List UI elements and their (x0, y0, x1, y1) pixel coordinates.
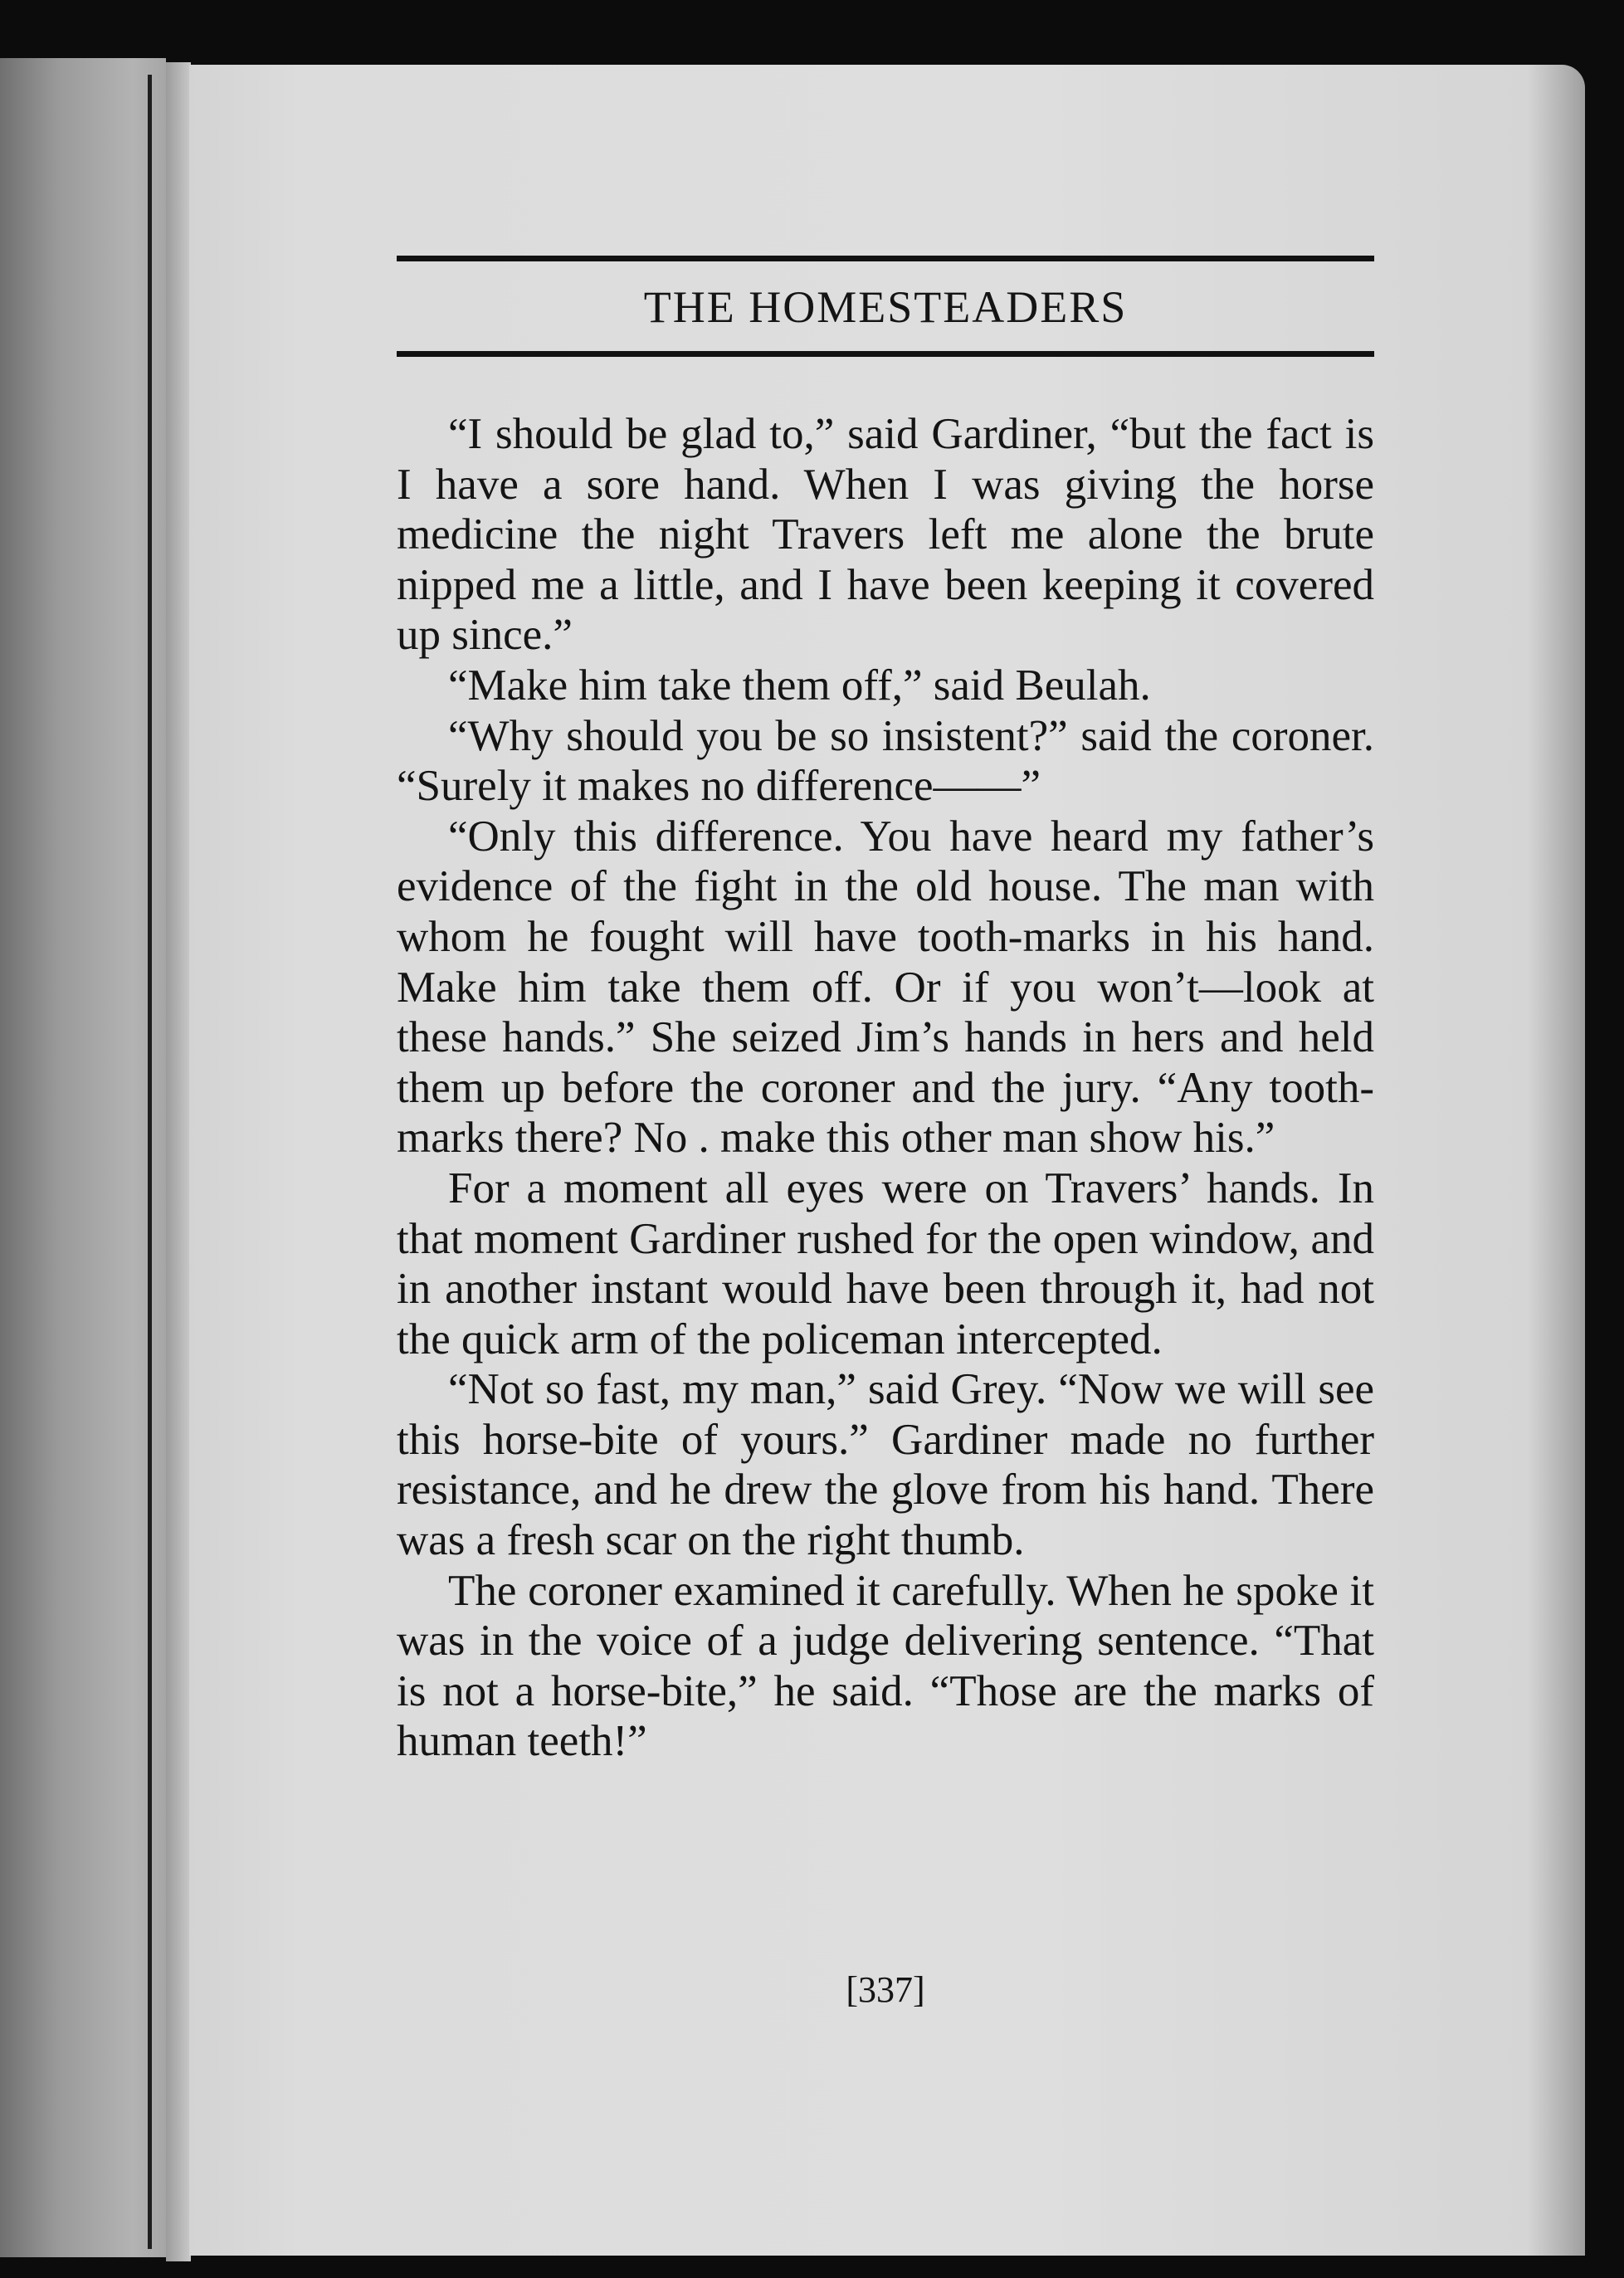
paragraph: “Not so fast, my man,” said Grey. “Now we will see this horse-bite of yours.” Gardiner made no further resistance, and he drew the glove from his hand. There was a fresh scar on the right thumb. (397, 1365, 1374, 1565)
page-edge-line (148, 75, 152, 2249)
paragraph: “Only this difference. You have heard my father’s evidence of the fight in the old house. The man with whom he fought will have tooth-marks in his hand. Make him take them off. Or if you won’t—look at these hands.” She seized Jim’s hands in hers and held them up before the coroner and the jury. “Any tooth-marks there? No . make this other man show his.” (397, 812, 1374, 1163)
paragraph: “Why should you be so insistent?” said the coroner. “Surely it makes no difference——” (397, 711, 1374, 811)
paragraph: The coroner examined it carefully. When he spoke it was in the voice of a judge delivering sentence. “That is not a horse-bite,” he said. “Those are the marks of human teeth!” (397, 1566, 1374, 1766)
running-head: THE HOMESTEADERS (643, 282, 1128, 332)
paragraph: “Make him take them off,” said Beulah. (448, 661, 1151, 710)
header-rule-top (397, 256, 1374, 261)
paragraph: “I should be glad to,” said Gardiner, “but the fact is I have a sore hand. When I was giving the horse medicine the night Travers left me alone the brute nipped me a little, and I have been keeping it covered up since.” (397, 410, 1374, 660)
paragraph: For a moment all eyes were on Travers’ hands. In that moment Gardiner rushed for the open window, and in another instant would have been through it, had not the quick arm of the policeman intercepted. (397, 1163, 1374, 1363)
page-number: [337] (846, 1969, 925, 2010)
header-rule-bottom (397, 351, 1374, 357)
book-gutter (166, 62, 191, 2261)
body-text (397, 409, 1374, 1767)
facing-page-edge (0, 58, 166, 2257)
